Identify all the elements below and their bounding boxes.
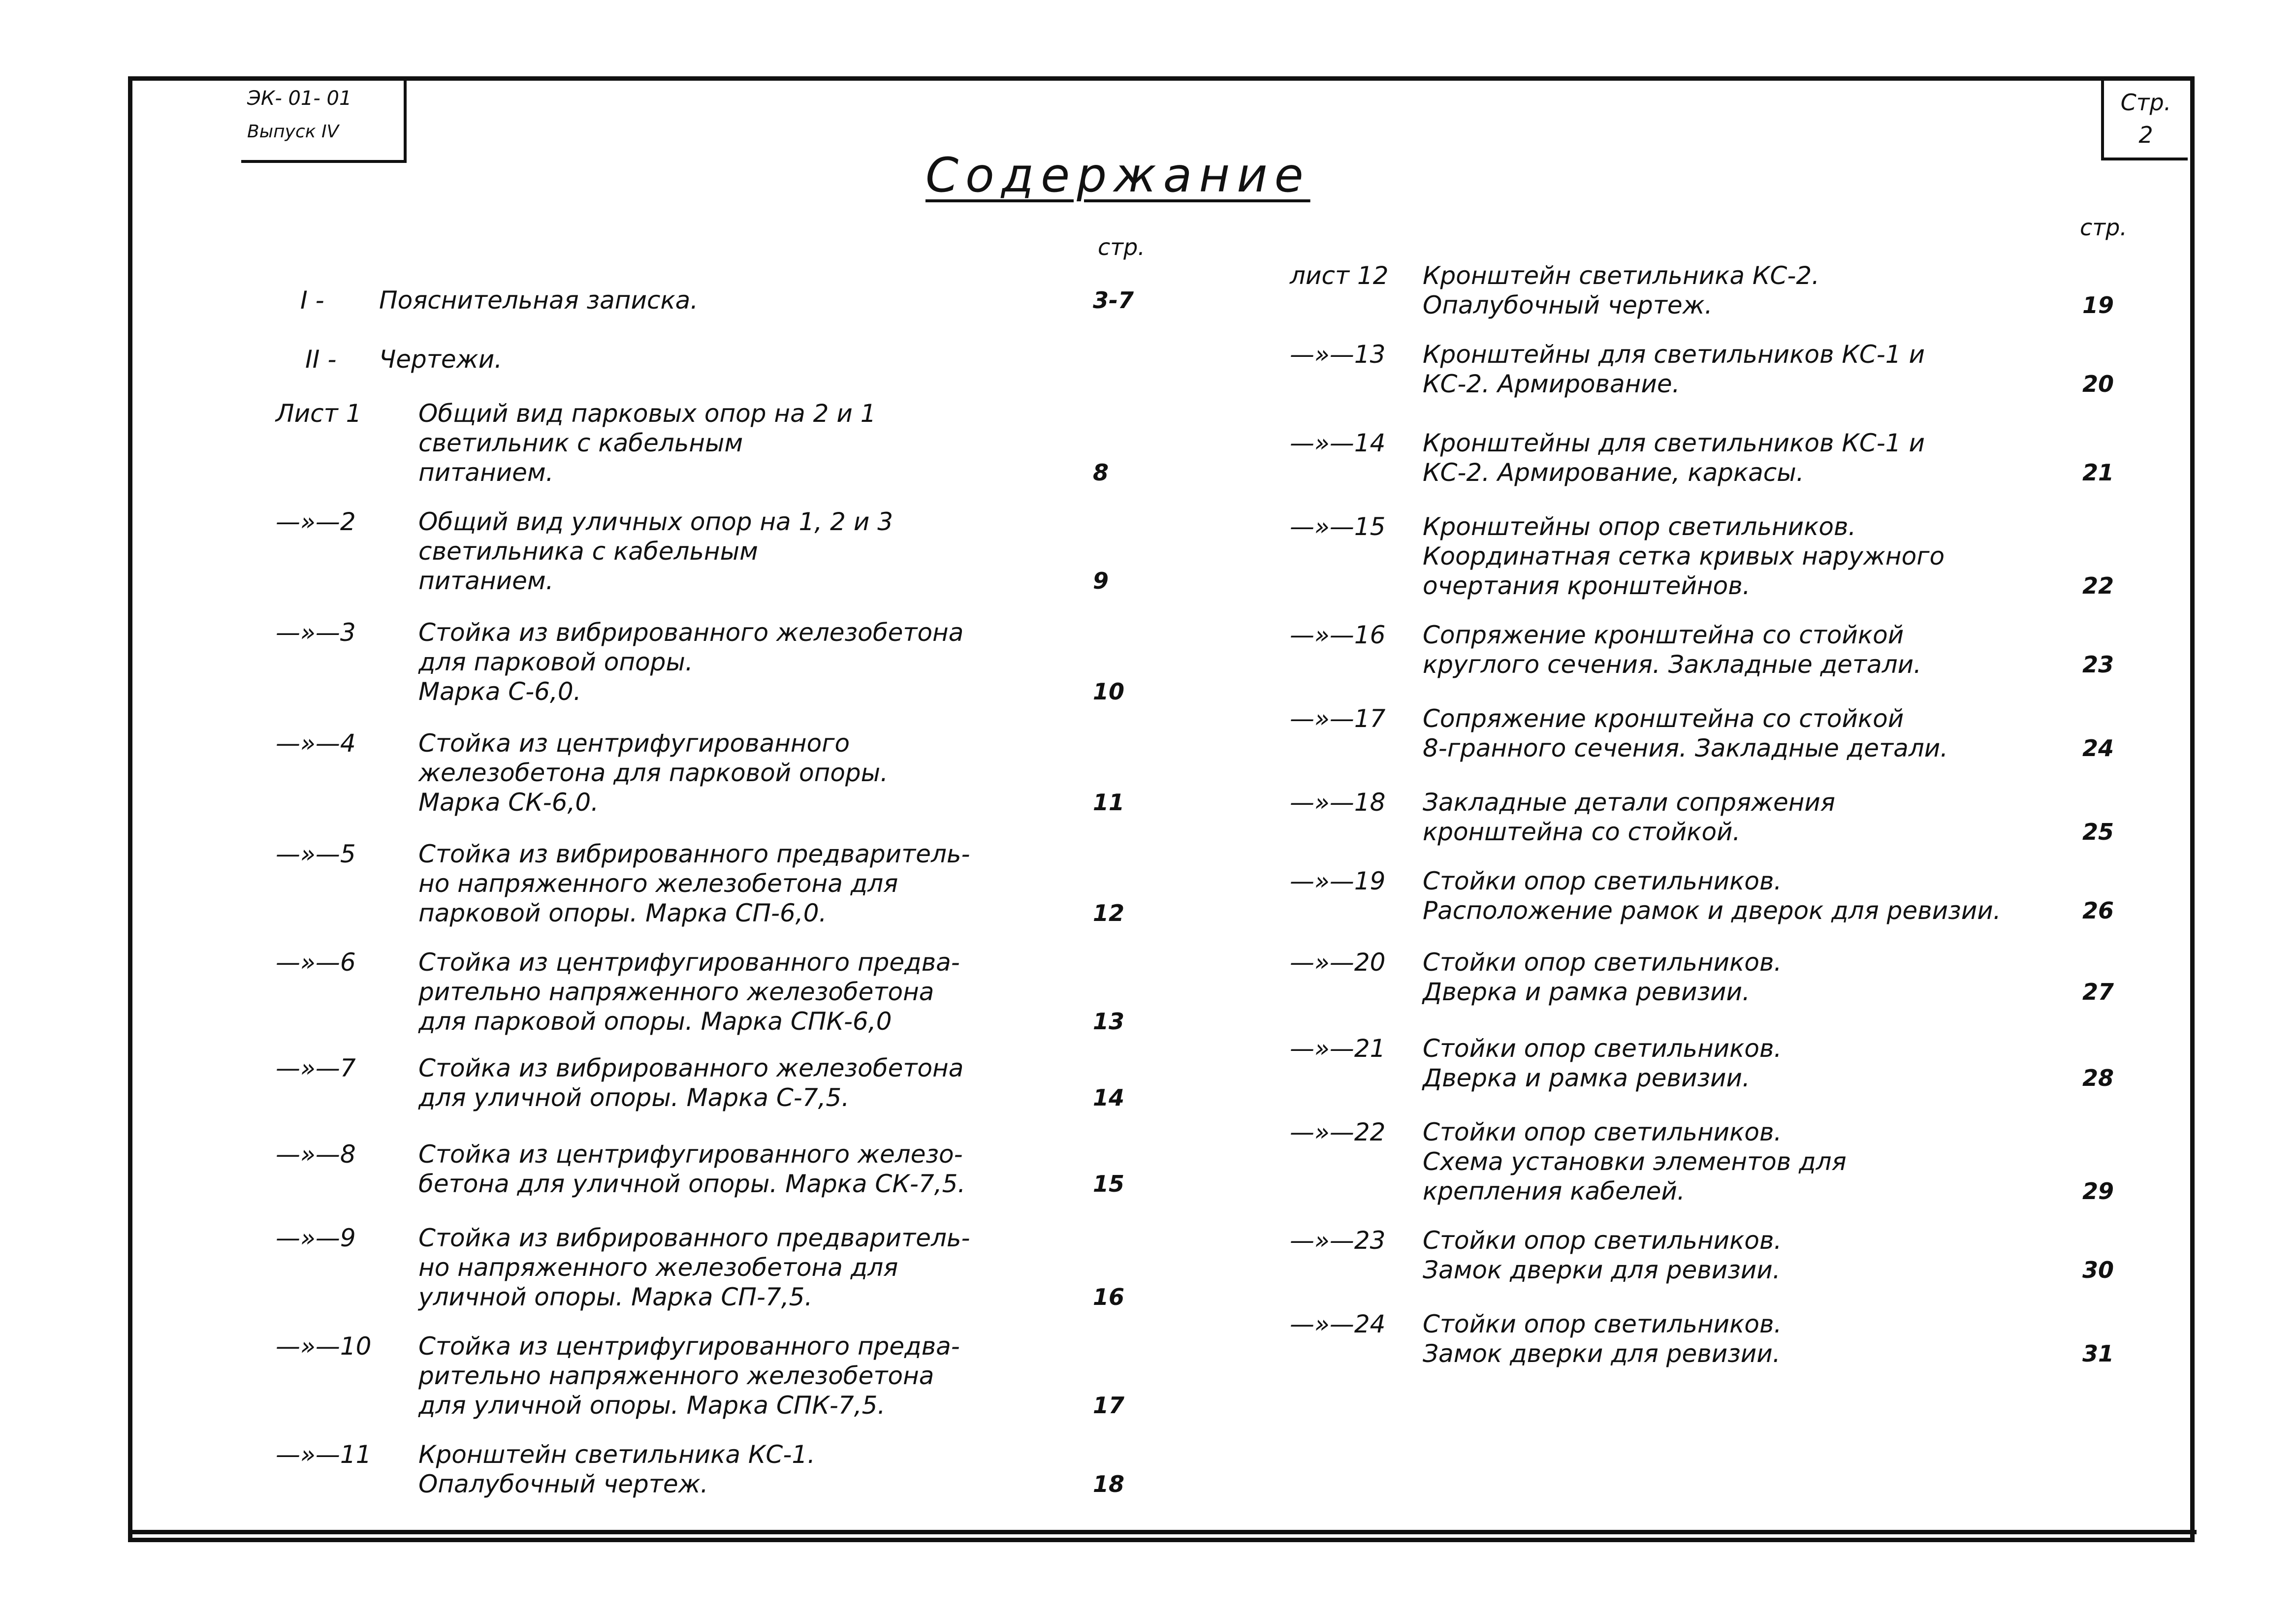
entry-title: [418, 399, 876, 487]
entry-sheet-number: —»—23: [1290, 1226, 1386, 1255]
contents-entry: [1290, 261, 2127, 320]
entry-title: [418, 1053, 963, 1112]
contents-entry: [1290, 340, 2127, 399]
entry-title: [1423, 1226, 1782, 1285]
entry-page-number: 20: [2082, 371, 2114, 397]
entry-sheet-number: —»—16: [1290, 621, 1386, 649]
entry-title-line: кронштейна со стойкой.: [1423, 818, 1741, 846]
entry-title-line: Опалубочный чертеж.: [418, 1470, 708, 1498]
contents-entry: [276, 1331, 1162, 1420]
entry-title-line: Кронштейн светильника КС-2.: [1423, 261, 1820, 290]
entry-title-line: Пояснительная записка.: [379, 286, 699, 315]
contents-entry: [276, 1053, 1162, 1112]
contents-entry: [276, 948, 1162, 1036]
entry-title-line: для парковой опоры. Марка СПК-6,0: [418, 1007, 892, 1036]
entry-title-line: круглого сечения. Закладные детали.: [1423, 650, 1922, 679]
page-number: 2: [2138, 122, 2153, 148]
entry-title-line: Чертежи.: [379, 345, 503, 374]
entry-title-line: Дверка и рамка ревизии.: [1423, 1064, 1750, 1092]
contents-entry: [1290, 428, 2127, 487]
entry-title-line: Стойки опор светильников.: [1423, 867, 1782, 895]
entry-title-line: Кронштейны для светильников КС-1 и: [1423, 429, 1925, 457]
entry-title-line: питанием.: [418, 567, 554, 595]
entry-sheet-number: —»—24: [1290, 1310, 1386, 1338]
entry-title-line: железобетона для парковой опоры.: [418, 759, 889, 787]
entry-title-line: Стойка из центрифугированного: [418, 729, 850, 758]
entry-title-line: Схема установки элементов для: [1423, 1147, 1847, 1176]
entry-sheet-number: —»—8: [276, 1140, 356, 1169]
entry-title-line: Координатная сетка кривых наружного: [1423, 542, 1945, 570]
contents-entry: [1290, 1117, 2127, 1206]
entry-page-number: 11: [1093, 789, 1125, 816]
entry-page-number: 9: [1093, 568, 1109, 594]
entry-sheet-number: —»—6: [276, 948, 356, 977]
contents-entry: [1290, 788, 2127, 847]
entry-sheet-number: —»—7: [276, 1054, 356, 1082]
entry-title: [1423, 1117, 1847, 1206]
entry-title: [1423, 1309, 1782, 1368]
entry-title-line: Кронштейны опор светильников.: [1423, 512, 1856, 541]
entry-page-number: 29: [2082, 1178, 2114, 1204]
entry-page-number: 18: [1093, 1471, 1125, 1497]
entry-sheet-number: —»—9: [276, 1224, 356, 1252]
entry-sheet-number: Лист 1: [276, 399, 362, 428]
contents-entry: [276, 618, 1162, 706]
entry-title-line: Марка С-6,0.: [418, 677, 581, 706]
entry-title-line: КС-2. Армирование, каркасы.: [1423, 458, 1804, 487]
entry-title-line: Кронштейны для светильников КС-1 и: [1423, 340, 1925, 369]
contents-entry: [1290, 866, 2127, 925]
entry-title-line: Стойка из вибрированного предваритель-: [418, 840, 970, 868]
entry-title-line: Дверка и рамка ревизии.: [1423, 978, 1750, 1006]
entry-sheet-number: —»—3: [276, 618, 356, 647]
entry-page-number: 13: [1093, 1008, 1125, 1035]
entry-sheet-number: I -: [300, 286, 324, 315]
entry-title-line: Стойка из вибрированного железобетона: [418, 1054, 964, 1082]
entry-title-line: Стойка из вибрированного предваритель-: [418, 1224, 970, 1252]
entry-title-line: Кронштейн светильника КС-1.: [418, 1440, 816, 1469]
entry-title: [418, 1140, 965, 1199]
left-column-page-header: стр.: [1098, 234, 1145, 260]
entry-title: [1423, 1034, 1782, 1093]
contents-entry: [1290, 1309, 2127, 1368]
entry-title-line: очертания кронштейнов.: [1423, 571, 1751, 600]
entry-title-line: Закладные детали сопряжения: [1423, 788, 1835, 817]
entry-page-number: 22: [2082, 572, 2114, 599]
entry-page-number: 19: [2082, 292, 2114, 318]
entry-title: [1423, 512, 1945, 601]
entry-page-number: 15: [1093, 1171, 1125, 1197]
entry-title-line: рительно напряженного железобетона: [418, 1362, 934, 1390]
document-code-stamp: [241, 76, 407, 163]
entry-title-line: Стойка из центрифугированного предва-: [418, 1332, 960, 1361]
contents-entry: [1290, 948, 2127, 1007]
entry-title-line: КС-2. Армирование.: [1423, 370, 1680, 398]
contents-entry: [1290, 620, 2127, 679]
entry-page-number: 12: [1093, 900, 1125, 926]
entry-title: [418, 618, 963, 706]
page-number-box: [2101, 76, 2188, 160]
contents-entry: [276, 507, 1162, 596]
contents-entry: [276, 1223, 1162, 1312]
entry-title-line: для уличной опоры. Марка СПК-7,5.: [418, 1391, 886, 1420]
document-code: ЭК- 01- 01: [247, 87, 352, 110]
entry-page-number: 27: [2082, 979, 2114, 1005]
contents-entry: [1290, 1034, 2127, 1093]
entry-title-line: Стойки опор светильников.: [1423, 1118, 1782, 1146]
contents-entry: [1290, 1226, 2127, 1285]
entry-page-number: 14: [1093, 1084, 1125, 1111]
entry-title-line: но напряженного железобетона для: [418, 1253, 898, 1282]
contents-entry: [276, 1140, 1162, 1199]
entry-title: [418, 1331, 960, 1420]
entry-title-line: Стойки опор светильников.: [1423, 1310, 1782, 1338]
entry-title-line: бетона для уличной опоры. Марка СК-7,5.: [418, 1170, 966, 1198]
entry-title-line: Стойка из центрифугированного железо-: [418, 1140, 963, 1169]
entry-title: [418, 507, 893, 596]
entry-sheet-number: лист 12: [1290, 261, 1389, 290]
entry-page-number: 21: [2082, 459, 2114, 486]
entry-title-line: Стойки опор светильников.: [1423, 948, 1782, 977]
entry-title-line: Общий вид уличных опор на 1, 2 и 3: [418, 507, 893, 536]
entry-title: [1423, 340, 1925, 399]
entry-sheet-number: II -: [305, 345, 337, 374]
entry-title-line: Марка СК-6,0.: [418, 788, 599, 817]
contents-entry: [305, 345, 1191, 374]
entry-page-number: 10: [1093, 678, 1125, 705]
entry-title-line: для парковой опоры.: [418, 648, 693, 676]
entry-title-line: 8-гранного сечения. Закладные детали.: [1423, 734, 1948, 762]
entry-page-number: 16: [1093, 1284, 1125, 1310]
entry-title-line: светильника с кабельным: [418, 537, 758, 566]
entry-sheet-number: —»—22: [1290, 1118, 1386, 1146]
entry-page-number: 28: [2082, 1065, 2114, 1091]
entry-page-number: 31: [2082, 1340, 2114, 1367]
contents-entry: [276, 1440, 1162, 1499]
entry-title: [418, 1223, 970, 1312]
entry-sheet-number: —»—4: [276, 729, 356, 758]
entry-title-line: питанием.: [418, 458, 554, 487]
entry-title-line: Расположение рамок и дверок для ревизии.: [1423, 896, 2001, 925]
entry-page-number: 24: [2082, 735, 2114, 761]
entry-title-line: крепления кабелей.: [1423, 1177, 1685, 1205]
entry-title-line: Сопряжение кронштейна со стойкой: [1423, 621, 1904, 649]
entry-title: [418, 948, 960, 1036]
entry-page-number: 3-7: [1093, 287, 1134, 314]
entry-page-number: 8: [1093, 459, 1109, 486]
entry-title: [1423, 620, 1921, 679]
entry-page-number: 26: [2082, 897, 2114, 924]
entry-sheet-number: —»—10: [276, 1332, 372, 1361]
entry-title-line: уличной опоры. Марка СП-7,5.: [418, 1283, 813, 1311]
entry-sheet-number: —»—19: [1290, 867, 1386, 895]
entry-title-line: для уличной опоры. Марка С-7,5.: [418, 1083, 850, 1112]
entry-title: [1423, 261, 1819, 320]
entry-sheet-number: —»—2: [276, 507, 356, 536]
contents-entry: [1290, 512, 2127, 601]
entry-sheet-number: —»—15: [1290, 512, 1386, 541]
entry-title: [418, 729, 888, 817]
frame-bottom-edge: [129, 1530, 2197, 1534]
entry-page-number: 17: [1093, 1392, 1125, 1419]
entry-title-line: но напряженного железобетона для: [418, 869, 898, 898]
entry-sheet-number: —»—20: [1290, 948, 1386, 977]
entry-title: [418, 839, 970, 928]
contents-entry: [300, 285, 1186, 315]
contents-entry: [276, 729, 1162, 817]
entry-title: [379, 345, 502, 374]
entry-title: [1423, 788, 1835, 847]
entry-sheet-number: —»—13: [1290, 340, 1386, 369]
entry-title: [1423, 948, 1782, 1007]
entry-title-line: рительно напряженного железобетона: [418, 978, 934, 1006]
entry-title-line: Замок дверки для ревизии.: [1423, 1256, 1781, 1284]
entry-title-line: Опалубочный чертеж.: [1423, 291, 1713, 319]
entry-title: [418, 1440, 815, 1499]
entry-sheet-number: —»—5: [276, 840, 356, 868]
contents-entry: [276, 839, 1162, 928]
contents-entry: [1290, 704, 2127, 763]
entry-title: [1423, 704, 1948, 763]
entry-title-line: Замок дверки для ревизии.: [1423, 1339, 1781, 1368]
page-label: Стр.: [2120, 89, 2171, 116]
entry-title-line: Стойка из центрифугированного предва-: [418, 948, 960, 977]
entry-title: [1423, 428, 1925, 487]
issue-number: Выпуск IV: [247, 122, 339, 142]
entry-sheet-number: —»—21: [1290, 1034, 1386, 1063]
entry-title-line: светильник с кабельным: [418, 429, 743, 457]
entry-title: [1423, 866, 2001, 925]
contents-entry: [276, 399, 1162, 487]
entry-page-number: 25: [2082, 819, 2114, 845]
entry-title-line: Стойка из вибрированного железобетона: [418, 618, 964, 647]
entry-title-line: Общий вид парковых опор на 2 и 1: [418, 399, 876, 428]
entry-sheet-number: —»—14: [1290, 429, 1386, 457]
page-title: Содержание: [925, 148, 1310, 203]
entry-page-number: 23: [2082, 651, 2114, 678]
entry-title: [379, 285, 698, 315]
right-column-page-header: стр.: [2080, 214, 2127, 241]
entry-title-line: парковой опоры. Марка СП-6,0.: [418, 899, 827, 927]
entry-sheet-number: —»—18: [1290, 788, 1386, 817]
entry-sheet-number: —»—17: [1290, 704, 1386, 733]
entry-title-line: Стойки опор светильников.: [1423, 1034, 1782, 1063]
entry-title-line: Стойки опор светильников.: [1423, 1226, 1782, 1255]
entry-page-number: 30: [2082, 1257, 2114, 1283]
entry-title-line: Сопряжение кронштейна со стойкой: [1423, 704, 1904, 733]
entry-sheet-number: —»—11: [276, 1440, 372, 1469]
